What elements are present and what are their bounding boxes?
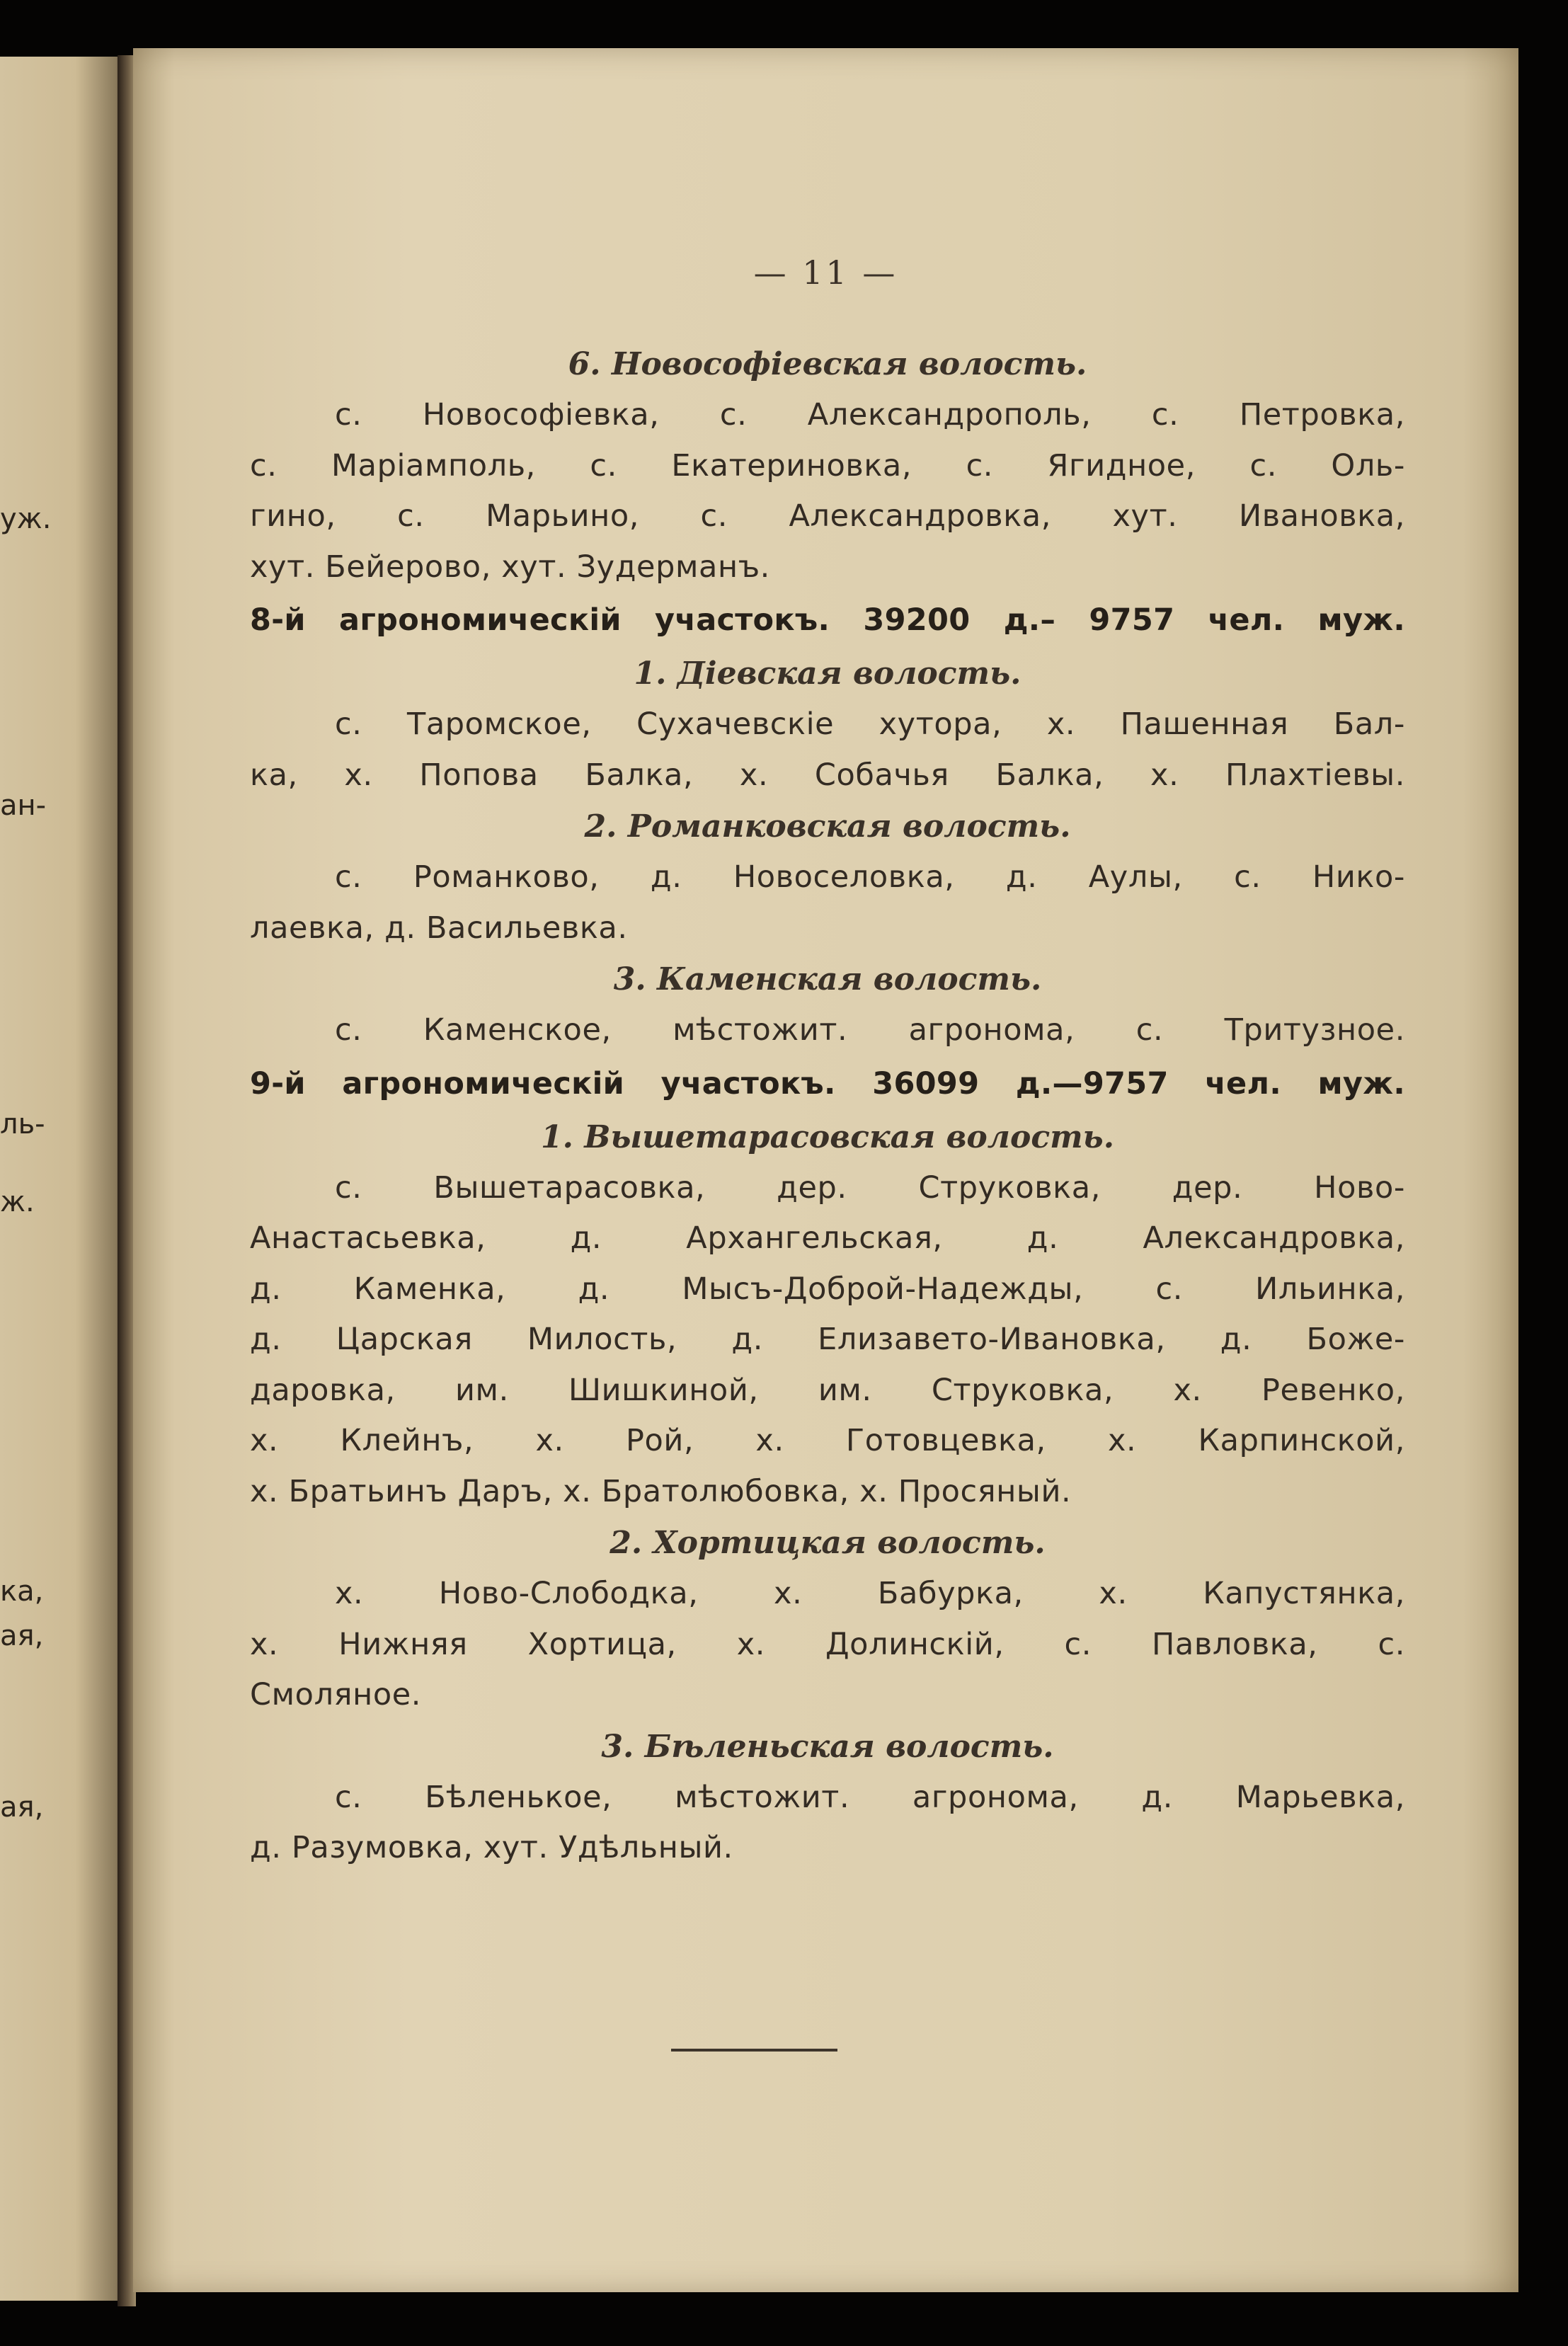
- volost-heading: 6. Новософіевская волость.: [568, 346, 1087, 382]
- settlement-list: [250, 699, 1405, 801]
- text-line: х. Нижняя Хортица, х. Долинскій, с. Павловка, с.: [250, 1626, 1405, 1662]
- volost-heading: 1. Вышетарасовская волость.: [540, 1118, 1115, 1155]
- book-page: [133, 48, 1518, 2292]
- text-line: с. Таромское, Сухачевскіе хутора, х. Пашенная Бал-: [335, 706, 1405, 742]
- volost-heading: 3. Бѣленьская волость.: [601, 1728, 1054, 1765]
- text-line: с. Романково, д. Новоселовка, д. Аулы, с. Нико-: [335, 859, 1405, 895]
- text-line: ка, х. Попова Балка, х. Собачья Балка, х. Плахтіевы.: [250, 757, 1405, 793]
- volost-heading: 3. Каменская волость.: [613, 961, 1042, 997]
- text-line: с. Маріамполь, с. Екатериновка, с. Ягидное, с. Оль-: [250, 447, 1405, 483]
- left-page-fragment: уж.: [0, 503, 52, 535]
- previous-page-edge: [0, 57, 126, 2301]
- text-line: д. Каменка, д. Мысъ-Доброй-Надежды, с. Ильинка,: [250, 1271, 1405, 1307]
- text-line: х. Братьинъ Даръ, х. Братолюбовка, х. Просяный.: [250, 1473, 1072, 1509]
- settlement-list: [250, 852, 1405, 954]
- text-line: х. Клейнъ, х. Рой, х. Готовцевка, х. Карпинской,: [250, 1423, 1405, 1458]
- text-line: с. Каменское, мѣстожит. агронома, с. Тритузное.: [335, 1012, 1405, 1048]
- text-line: гино, с. Марьино, с. Александровка, хут. Ивановка,: [250, 498, 1405, 534]
- text-line: хут. Бейерово, хут. Зудерманъ.: [250, 549, 770, 585]
- page-number: — 11 —: [753, 253, 898, 292]
- settlement-list: [250, 1163, 1405, 1518]
- text-line: с. Бѣленькое, мѣстожит. агронома, д. Марьевка,: [335, 1779, 1405, 1815]
- district-9-title: 9-й агрономическій участокъ. 36099 д.—9757 чел. муж.: [250, 1065, 1405, 1102]
- settlement-list: [250, 1569, 1405, 1721]
- volost-heading: 2. Хортицкая волость.: [610, 1525, 1046, 1561]
- text-line: х. Ново-Слободка, х. Бабурка, х. Капустянка,: [335, 1576, 1405, 1611]
- volost-heading: 2. Романковская волость.: [584, 808, 1071, 845]
- left-page-fragment: ж.: [0, 1186, 35, 1218]
- text-line: даровка, им. Шишкиной, им. Струковка, х. Ревенко,: [250, 1372, 1405, 1408]
- text-line: д. Разумовка, хут. Удѣльный.: [250, 1830, 733, 1865]
- left-page-fragment: ка,: [0, 1575, 44, 1608]
- left-page-fragment: ая,: [0, 1791, 44, 1824]
- text-line: д. Царская Милость, д. Елизавето-Ивановка, д. Боже-: [250, 1322, 1405, 1357]
- left-page-fragment: ая,: [0, 1620, 44, 1652]
- page-content: [250, 338, 1405, 1874]
- volost-heading: 1. Діевская волость.: [634, 656, 1022, 692]
- text-line: с. Вышетарасовка, дер. Струковка, дер. Ново-: [335, 1169, 1405, 1206]
- text-line: Смоляное.: [250, 1677, 422, 1712]
- text-line: Анастасьевка, д. Архангельская, д. Александровка,: [250, 1220, 1405, 1256]
- left-page-fragment: ан-: [0, 789, 47, 822]
- settlement-list: [250, 390, 1405, 593]
- settlement-list: [250, 1773, 1405, 1874]
- settlement-list: [250, 1005, 1405, 1056]
- end-rule-divider: [671, 2049, 837, 2052]
- district-8-title: 8-й агрономическій участокъ. 39200 д.– 9757 чел. муж.: [250, 602, 1405, 638]
- text-line: лаевка, д. Васильевка.: [250, 910, 628, 946]
- left-page-fragment: ль-: [0, 1108, 45, 1140]
- text-line: с. Новософіевка, с. Александрополь, с. Петровка,: [335, 397, 1405, 433]
